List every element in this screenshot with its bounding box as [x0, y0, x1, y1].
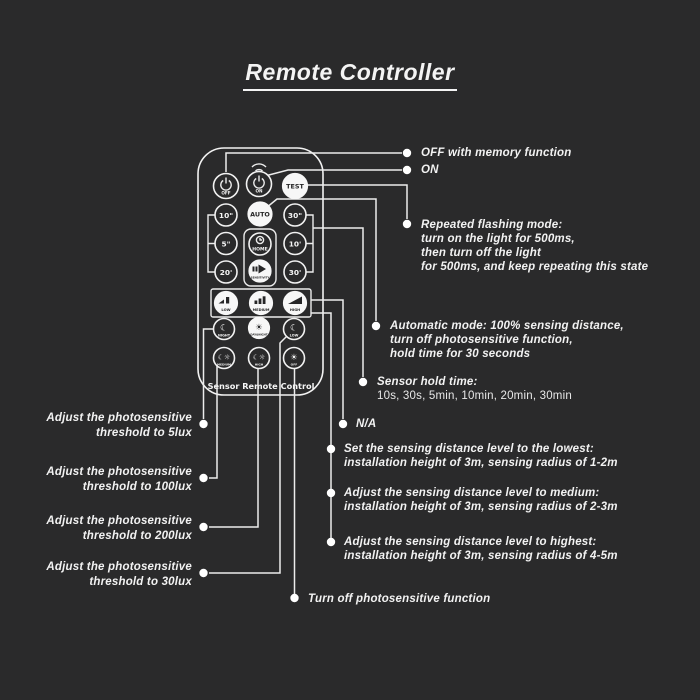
svg-text:MEDIUM: MEDIUM — [252, 308, 270, 312]
annotation-automatic: Automatic mode: 100% sensing distance, turn off photosensitive function, hold time for 30 seconds — [390, 320, 624, 360]
button-on — [247, 172, 272, 197]
button-distance-low — [215, 292, 238, 315]
page-title-text: Remote Controller — [243, 60, 456, 91]
svg-text:ON: ON — [255, 188, 263, 194]
annotation-lux100: Adjust the photosensitive threshold to 100lux — [46, 466, 192, 493]
svg-text:NIGHT: NIGHT — [217, 333, 231, 338]
button-lux-low — [284, 319, 305, 340]
sun-icon: ☀ — [290, 353, 298, 363]
svg-text:LOW: LOW — [221, 308, 231, 312]
moon-icon: ☾ — [219, 323, 229, 334]
annotation-off-memory: OFF with memory function — [421, 147, 572, 159]
annotation-lux30: Adjust the photosensitive threshold to 30lux — [46, 561, 192, 588]
svg-text:10': 10' — [288, 239, 302, 249]
button-30m — [284, 261, 306, 283]
button-daynight — [249, 318, 270, 339]
svg-text:30": 30" — [287, 211, 303, 220]
moon-sun-icon: ☾☼ — [217, 353, 231, 362]
bullet-photo-off — [290, 594, 298, 602]
bullet-dist-medium — [327, 489, 335, 497]
moon-sun-icon: ☾☼ — [252, 353, 266, 362]
button-off — [214, 174, 239, 199]
svg-text:HOME: HOME — [252, 247, 268, 253]
button-test — [283, 174, 308, 199]
annotation-dist-lowest: Set the sensing distance level to the lowest: installation height of 3m, sensing radius of 1-2m — [344, 443, 618, 469]
button-home — [249, 233, 271, 255]
bullet-lux200 — [199, 523, 207, 531]
bullet-dist-highest — [327, 538, 335, 546]
svg-text:30': 30' — [288, 268, 302, 277]
bullet-off-memory — [403, 149, 411, 157]
button-30s — [284, 204, 306, 226]
svg-text:MEDIUM: MEDIUM — [216, 362, 232, 367]
button-auto — [248, 202, 272, 226]
button-10s — [215, 204, 237, 226]
annotation-lux5: Adjust the photosensitive threshold to 5lux — [46, 412, 192, 439]
annotation-dist-highest: Adjust the sensing distance level to highest: installation height of 3m, sensing radius of 4-5m — [344, 536, 618, 562]
svg-text:TEST: TEST — [286, 182, 304, 191]
annotation-dist-medium: Adjust the sensing distance level to medium: installation height of 3m, sensing radius of 2-3m — [344, 487, 618, 513]
button-sensitivity — [249, 260, 271, 282]
annotation-lux200: Adjust the photosensitive threshold to 200lux — [46, 515, 192, 542]
svg-text:AUTO: AUTO — [250, 210, 270, 219]
button-lux-medium — [214, 348, 235, 369]
button-night — [214, 319, 235, 340]
moon-icon: ☾ — [289, 323, 299, 334]
annotation-flashing: Repeated flashing mode: turn on the light for 500ms, then turn off the light for 500ms, and keep repeating this state — [421, 219, 649, 273]
remote-footer-label: Sensor Remote Control — [207, 381, 315, 391]
svg-text:SENSITIVITY: SENSITIVITY — [250, 275, 270, 280]
bullet-flashing — [403, 220, 411, 228]
bullet-lux5 — [199, 420, 207, 428]
bullet-lux100 — [199, 474, 207, 482]
annotation-na: N/A — [356, 418, 377, 430]
button-10m — [284, 233, 306, 255]
button-lux-high — [249, 348, 270, 369]
sensitivity-arrow-icon — [253, 267, 255, 272]
svg-text:LOW: LOW — [289, 333, 299, 338]
button-distance-medium — [250, 292, 273, 315]
svg-text:HIGH: HIGH — [289, 308, 301, 312]
button-5s — [215, 233, 237, 255]
bullet-na — [339, 420, 347, 428]
svg-text:OFF: OFF — [221, 190, 231, 196]
bullet-lux30 — [199, 569, 207, 577]
bullet-hold-time — [359, 378, 367, 386]
bullet-on — [403, 166, 411, 174]
svg-text:5": 5" — [221, 239, 231, 249]
bullet-dist-lowest — [327, 445, 335, 453]
bullet-automatic — [372, 322, 380, 330]
button-distance-high — [284, 292, 307, 315]
svg-text:20': 20' — [219, 268, 233, 277]
button-lux-off — [284, 348, 305, 369]
annotation-hold-time: Sensor hold time: 10s, 30s, 5min, 10min, 20min, 30min — [377, 376, 572, 402]
annotation-photo-off: Turn off photosensitive function — [308, 593, 491, 605]
button-20m — [215, 261, 237, 283]
sun-icon: ☀ — [255, 323, 263, 333]
ramp-medium-icon — [255, 301, 258, 305]
annotation-on: ON — [421, 164, 439, 176]
svg-text:10": 10" — [218, 211, 234, 220]
svg-text:HIGH: HIGH — [254, 362, 264, 367]
svg-text:OFF: OFF — [290, 362, 298, 367]
svg-text:DAY&NIGHT: DAY&NIGHT — [250, 333, 268, 337]
